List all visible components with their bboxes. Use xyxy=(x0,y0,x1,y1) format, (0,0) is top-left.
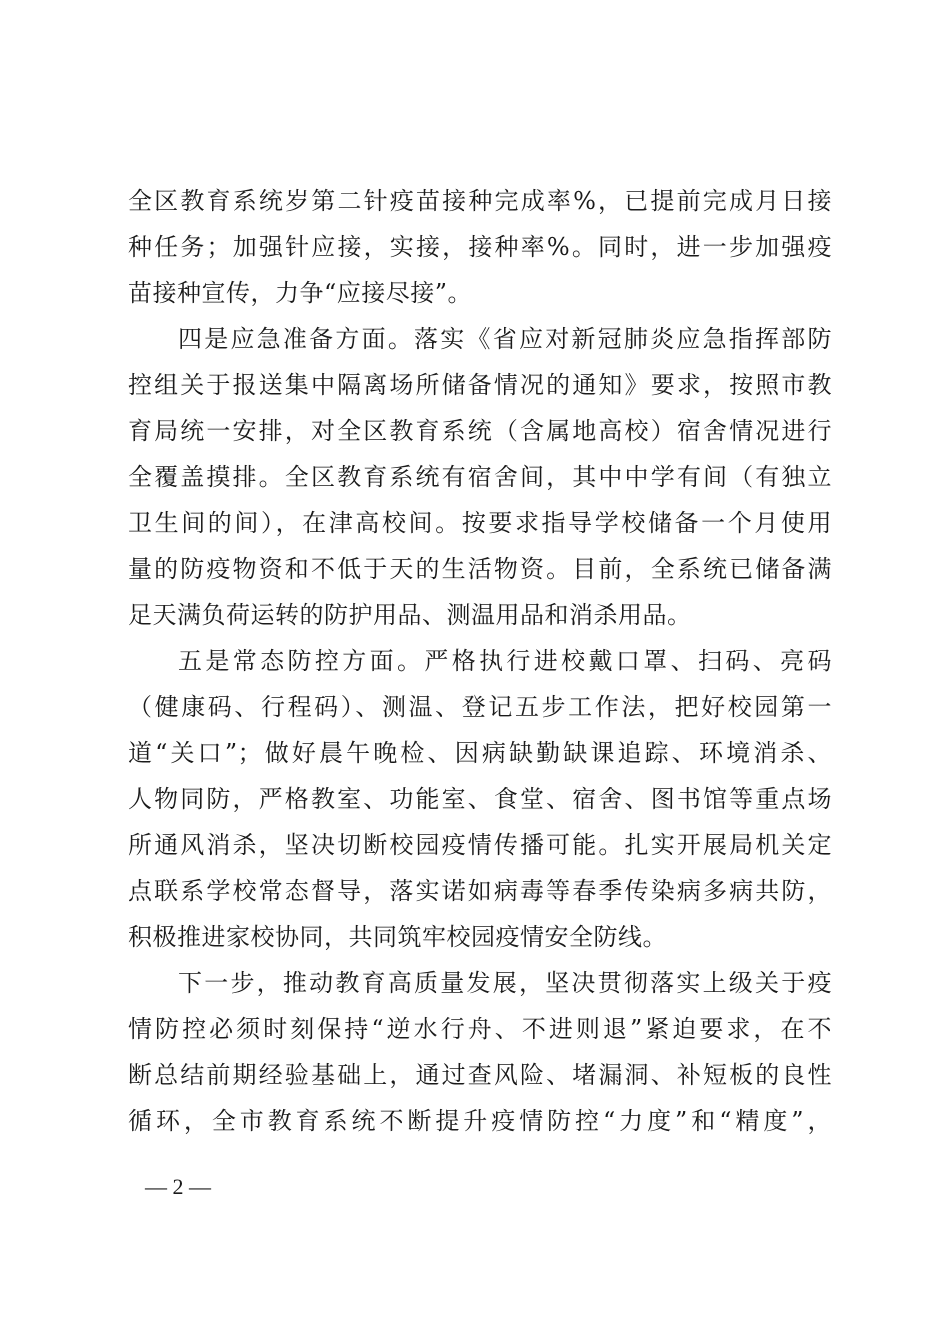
text-line: 积极推进家校协同，共同筑牢校园疫情安全防线。 xyxy=(128,923,667,951)
text-line: 全覆盖摸排。全区教育系统有宿舍间，其中中学有间（有独立 xyxy=(128,463,832,491)
paragraph-vaccination xyxy=(128,178,832,316)
text-line: 控组关于报送集中隔离场所储备情况的通知》要求，按照市教 xyxy=(128,371,832,399)
text-line: 断总结前期经验基础上，通过查风险、堵漏洞、补短板的良性 xyxy=(128,1061,832,1089)
paragraph-routine-prevention xyxy=(128,638,832,960)
page-number: — 2 — xyxy=(145,1174,211,1199)
text-line: 点联系学校常态督导，落实诺如病毒等春季传染病多病共防， xyxy=(128,877,832,905)
text-line: 卫生间的间），在津高校间。按要求指导学校储备一个月使用 xyxy=(128,509,832,537)
text-line: 五是常态防控方面。严格执行进校戴口罩、扫码、亮码 xyxy=(178,647,832,675)
text-line: 种任务；加强针应接，实接，接种率%。同时，进一步加强疫 xyxy=(128,233,832,261)
text-line: 全区教育系统岁第二针疫苗接种完成率%，已提前完成月日接 xyxy=(128,187,832,215)
body-text xyxy=(128,178,832,1144)
text-line: 所通风消杀，坚决切断校园疫情传播可能。扎实开展局机关定 xyxy=(128,831,832,859)
text-line: 循环，全市教育系统不断提升疫情防控“力度”和“精度”， xyxy=(128,1107,832,1135)
text-line: 下一步，推动教育高质量发展，坚决贯彻落实上级关于疫 xyxy=(178,969,832,997)
text-line: 量的防疫物资和不低于天的生活物资。目前，全系统已储备满 xyxy=(128,555,832,583)
paragraph-emergency-preparation xyxy=(128,316,832,638)
text-line: 道“关口”；做好晨午晚检、因病缺勤缺课追踪、环境消杀、 xyxy=(128,739,832,767)
text-line: 四是应急准备方面。落实《省应对新冠肺炎应急指挥部防 xyxy=(178,325,832,353)
text-line: 人物同防，严格教室、功能室、食堂、宿舍、图书馆等重点场 xyxy=(128,785,832,813)
text-line: 苗接种宣传，力争“应接尽接”。 xyxy=(128,279,473,307)
text-line: 足天满负荷运转的防护用品、测温用品和消杀用品。 xyxy=(128,601,692,629)
text-line: 情防控必须时刻保持“逆水行舟、不进则退”紧迫要求，在不 xyxy=(128,1015,832,1043)
paragraph-next-steps xyxy=(128,960,832,1144)
text-line: （健康码、行程码）、测温、登记五步工作法，把好校园第一 xyxy=(128,693,832,721)
text-line: 育局统一安排，对全区教育系统（含属地高校）宿舍情况进行 xyxy=(128,417,832,445)
